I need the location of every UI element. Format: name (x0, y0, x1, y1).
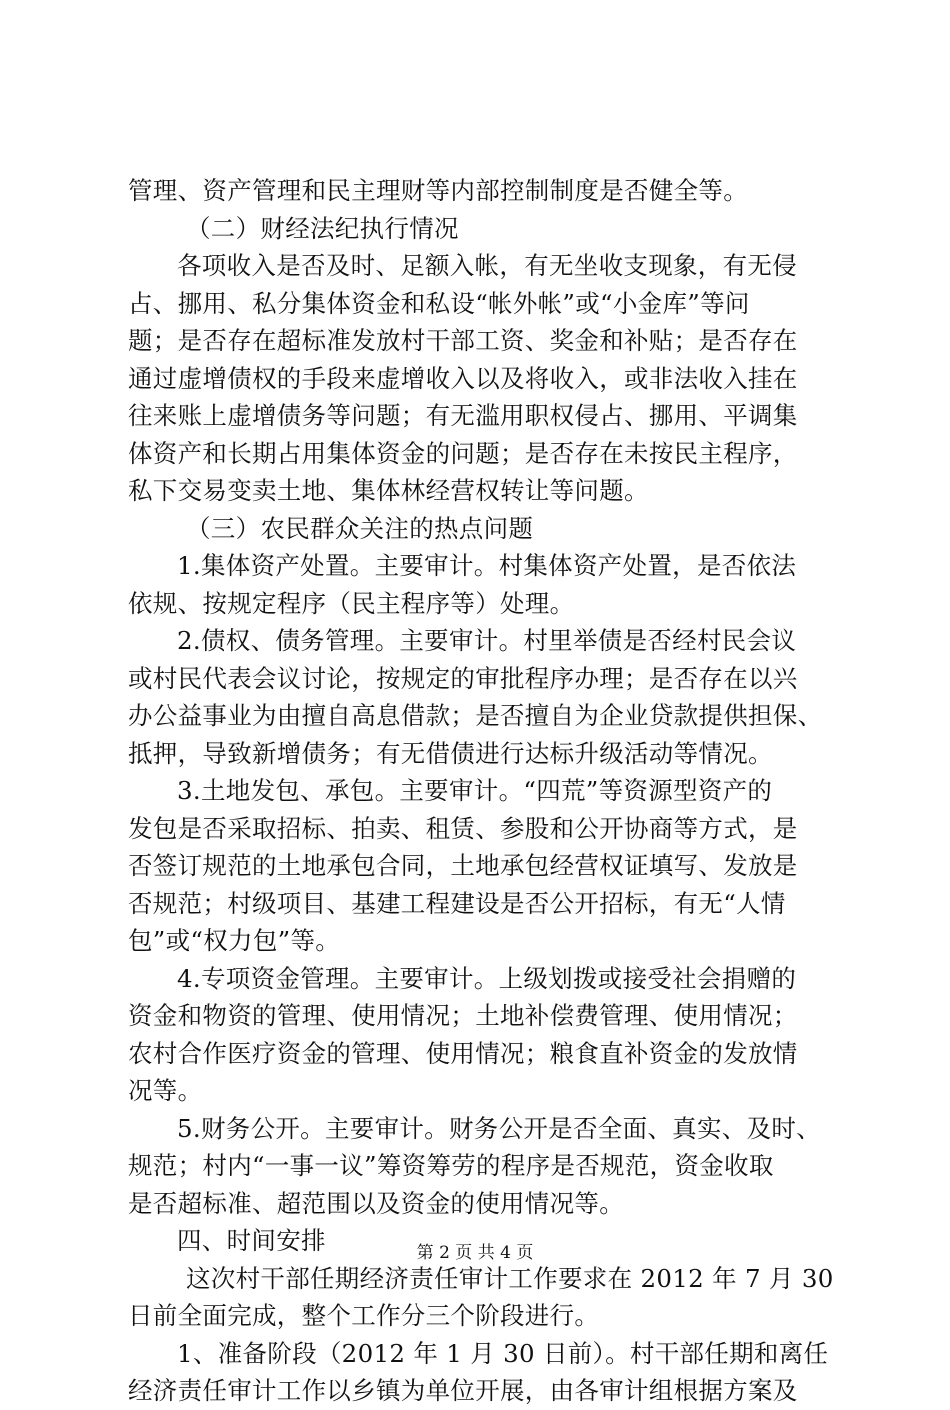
text-line: 或村民代表会议讨论，按规定的审批程序办理；是否存在以兴 (128, 663, 798, 693)
text-line: 管理、资产管理和民主理财等内部控制制度是否健全等。 (128, 176, 748, 205)
text-line: 依规、按规定程序（民主程序等）处理。 (128, 588, 575, 618)
text-line: 题；是否存在超标准发放村干部工资、奖金和补贴；是否存在 (128, 326, 798, 355)
text-line: 否规范；村级项目、基建工程建设是否公开招标，有无“人情 (128, 888, 786, 918)
text-line: 是否超标准、超范围以及资金的使用情况等。 (128, 1188, 624, 1218)
text-line: 况等。 (128, 1076, 203, 1105)
page-footer: 第 2 页 共 4 页 (416, 1243, 534, 1263)
text-line: 往来账上虚增债务等问题；有无滥用职权侵占、挪用、平调集 (128, 401, 798, 430)
text-line: 资金和物资的管理、使用情况；土地补偿费管理、使用情况； (128, 1001, 798, 1030)
text-line: 抵押，导致新增债务；有无借债进行达标升级活动等情况。 (128, 738, 773, 768)
text-line: 日前全面完成，整个工作分三个阶段进行。 (128, 1301, 600, 1330)
text-line: 发包是否采取招标、拍卖、租赁、参股和公开协商等方式，是 (128, 813, 798, 843)
text-line: 经济责任审计工作以乡镇为单位开展，由各审计组根据方案及 (128, 1376, 798, 1405)
text-line: 2.债权、债务管理。主要审计。村里举债是否经村民会议 (177, 626, 797, 655)
text-line: 各项收入是否及时、足额入帐，有无坐收支现象，有无侵 (177, 251, 797, 280)
text-line: 办公益事业为由擅自高息借款；是否擅自为企业贷款提供担保、 (128, 701, 823, 730)
text-line: 规范；村内“一事一议”筹资筹劳的程序是否规范，资金收取 (128, 1151, 774, 1180)
text-line: 农村合作医疗资金的管理、使用情况；粮食直补资金的发放情 (128, 1038, 798, 1068)
document-body (128, 172, 833, 1410)
text-line: 否签订规范的土地承包合同，土地承包经营权证填写、发放是 (128, 851, 798, 880)
text-line: 私下交易变卖土地、集体林经营权转让等问题。 (128, 476, 649, 505)
text-line: 1、准备阶段（2012 年 1 月 30 日前）。村干部任期和离任 (177, 1338, 829, 1368)
text-line: 体资产和长期占用集体资金的问题；是否存在未按民主程序， (128, 438, 798, 468)
text-line: （三）农民群众关注的热点问题 (186, 513, 534, 543)
text-line: 通过虚增债权的手段来虚增收入以及将收入，或非法收入挂在 (128, 363, 798, 393)
text-line: （二）财经法纪执行情况 (186, 213, 459, 243)
text-line: 4.专项资金管理。主要审计。上级划拨或接受社会捐赠的 (177, 963, 797, 993)
text-line: 1.集体资产处置。主要审计。村集体资产处置，是否依法 (177, 551, 797, 580)
text-line: 包”或“权力包”等。 (128, 926, 341, 955)
text-line: 占、挪用、私分集体资金和私设“帐外帐”或“小金库”等问 (128, 288, 750, 318)
text-line: 四、时间安排 (177, 1226, 326, 1255)
text-line: 这次村干部任期经济责任审计工作要求在 2012 年 7 月 30 (186, 1263, 834, 1293)
text-line: 3.土地发包、承包。主要审计。“四荒”等资源型资产的 (177, 776, 773, 805)
text-line: 5.财务公开。主要审计。财务公开是否全面、真实、及时、 (177, 1113, 821, 1143)
